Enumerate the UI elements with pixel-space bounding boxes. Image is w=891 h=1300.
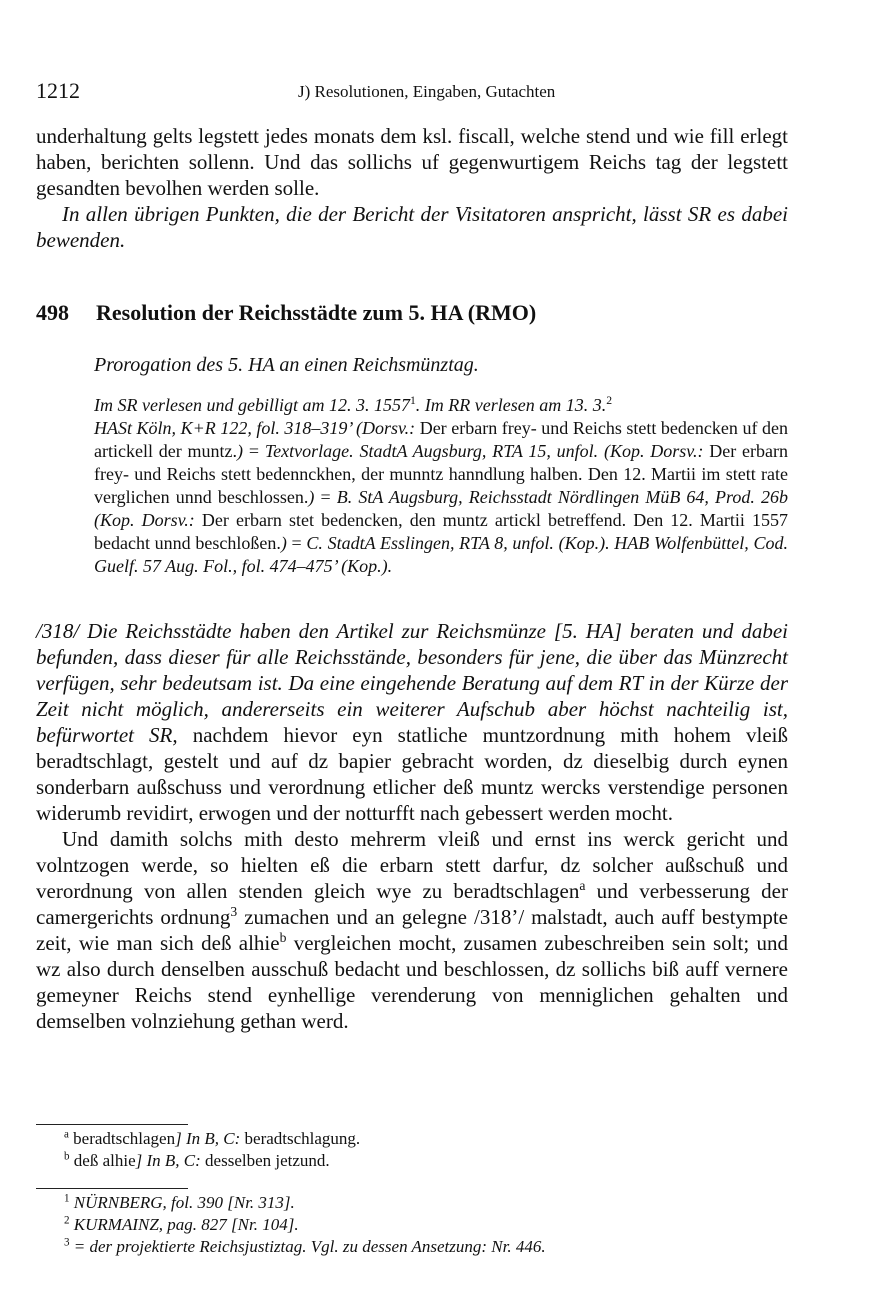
source-textvorlage: Textvorlage. [264,441,354,461]
footnote-ref-a: a [579,878,586,893]
comment-note-text: NÜRNBERG, fol. 390 [Nr. 313]. [69,1193,295,1212]
source-description [94,394,788,578]
source-paragraph [94,394,788,578]
text-note-sep: ] In B, C: [175,1129,241,1148]
main-text [36,618,788,1034]
footnote-divider [36,1188,188,1189]
section-heading [36,300,536,326]
comment-note-mark: 3 [64,1236,70,1249]
section-title: Resolution der Reichsstädte zum 5. HA (RMO) [96,300,537,325]
text-critical-notes [64,1128,784,1172]
source-eq: = [286,533,307,553]
source-a-text: Der erbarn frey- und Reichs stett bedencken uf den artickell der muntz. [94,418,788,461]
section-subtitle: Prorogation des 5. HA an einen Reichsmünztag. [94,354,479,376]
main-editorial-summary: /318/ Die Reichsstädte haben den Artikel zur Reichsmünze [5. HA] beraten und dabei befunden, dass dieser für alle Reichsstände, besonders für jene, die über das Münzrecht verfügen, sehr bedeutsam ist. Da eine eingehende Beratung auf dem RT in der Kürze der Zeit nicht möglich, andererseits ein weiterer Aufschub aber höchst nachteilig ist, befürwortet SR, [36,619,788,747]
text-note-reading: desselben jetzund. [200,1151,330,1170]
source-a-close: ) [237,441,244,461]
source-read-sr: Im SR verlesen und gebilligt am 12. 3. 1557 [94,395,410,415]
footnote-ref-1: 1 [409,394,416,407]
footnote-ref-3: 3 [230,904,238,919]
source-eq: = [314,487,337,507]
source-b-text: Der erbarn stet bedencken, den muntz artickl betreffend. Den 12. Martii 1557 bedacht unnd beschloßen. [94,510,788,553]
text-note-mark: b [64,1150,70,1163]
source-a-signature: HASt Köln, K+R 122, fol. 318–319’ (Dorsv.: [94,418,416,438]
source-c-signature: C. StadtA Esslingen, RTA 8, unfol. (Kop.). HAB Wolfenbüttel, Cod. Guelf. 57 Aug. Fol., fol. 474–475’ (Kop.). [94,533,788,576]
main-quote-2c: zumachen und an gelegne /318’/ malstadt, auch auff bestympte zeit, wie man sich deß alhie [36,905,788,955]
text-note-a [64,1128,784,1150]
comment-note-2 [64,1214,784,1236]
source-augsburg-signature: StadtA Augsburg, RTA 15, unfol. (Kop. Dorsv.: [353,441,704,461]
text-note-sep: ] In B, C: [135,1151,201,1170]
commentary-notes [64,1192,784,1258]
source-augsburg-close: ) [308,487,315,507]
document-page [36,78,788,1256]
intro-paragraph: underhaltung gelts legstett jedes monats dem ksl. fiscall, welche stend und wie fill erlegt haben, berichten sollenn. Und das sollichs uf gegenwurtigem Reichs tag der legstett gesandten bevolhen werden solle. [36,124,788,200]
footnote-divider [36,1124,188,1125]
text-note-lemma: deß alhie [69,1151,136,1170]
main-paragraph-2 [36,826,788,1034]
source-augsburg-text: Der erbarn frey- und Reichs stett bedennckhen, der munntz hanndlung halben. Den 12. Martii im stett rate verglichen unnd beschlossen. [94,441,788,507]
main-quote-1: nachdem hievor eyn statliche muntzordnung mith hohem vleiß beradtschlagt, gestelt und auf dz bapier gebracht worden, dz dieselbig durch eynen sonderbarn außschuss und verordnung etlicher deß muntz wercks verstendige personen widerumb revidirt, erwogen und der notturfft nach gebessert werden mocht. [36,723,788,825]
comment-note-mark: 2 [64,1214,70,1227]
comment-note-1 [64,1192,784,1214]
source-b-signature: B. StA Augsburg, Reichsstadt Nördlingen MüB 64, Prod. 26b (Kop. Dorsv.: [94,487,788,530]
section-number: 498 [36,300,69,325]
intro-block [36,123,788,253]
source-eq: = [243,441,265,461]
page-header [36,78,788,106]
comment-note-mark: 1 [64,1192,70,1205]
footnote-ref-2: 2 [606,394,613,407]
text-note-b [64,1150,784,1172]
comment-note-3 [64,1236,784,1258]
main-quote-2b: und verbesserung der camergerichts ordnung [36,879,788,929]
main-paragraph-1 [36,618,788,826]
comment-note-text: KURMAINZ, pag. 827 [Nr. 104]. [69,1215,299,1234]
text-note-reading: beradtschlagung. [240,1129,361,1148]
source-read-rr: . Im RR verlesen am 13. 3. [415,395,607,415]
running-title: J) Resolutionen, Eingaben, Gutachten [298,82,556,101]
main-quote-2d: vergleichen mocht, zusamen zubeschreiben sein solt; und wz also durch denselben ausschuß bedacht und beschlossen, dz sollichs biß auff vernere gemeyner Reichs stend eynhellige verenderung von menniglichen gehalten und demselben volnziehung gethan werd. [36,931,788,1033]
intro-editorial-note: In allen übrigen Punkten, die der Bericht der Visitatoren anspricht, lässt SR es dabei bewenden. [36,202,788,252]
section-subtitle-block [94,354,788,377]
comment-note-text: = der projektierte Reichsjustiztag. Vgl. zu dessen Ansetzung: Nr. 446. [69,1237,546,1256]
main-quote-2a: Und damith solchs mith desto mehrerm vleiß und ernst ins werck gericht und volntzogen werde, so hielten eß die erbarn stett darfur, dz solcher außschuß und verordnung von allen stenden gleich wye zu beradtschlagen [36,827,788,903]
text-note-lemma: beradtschlagen [68,1129,176,1148]
footnote-ref-b: b [279,930,287,945]
text-note-mark: a [64,1128,69,1141]
page-number: 1212 [36,78,80,103]
source-b-close: ) [280,533,287,553]
